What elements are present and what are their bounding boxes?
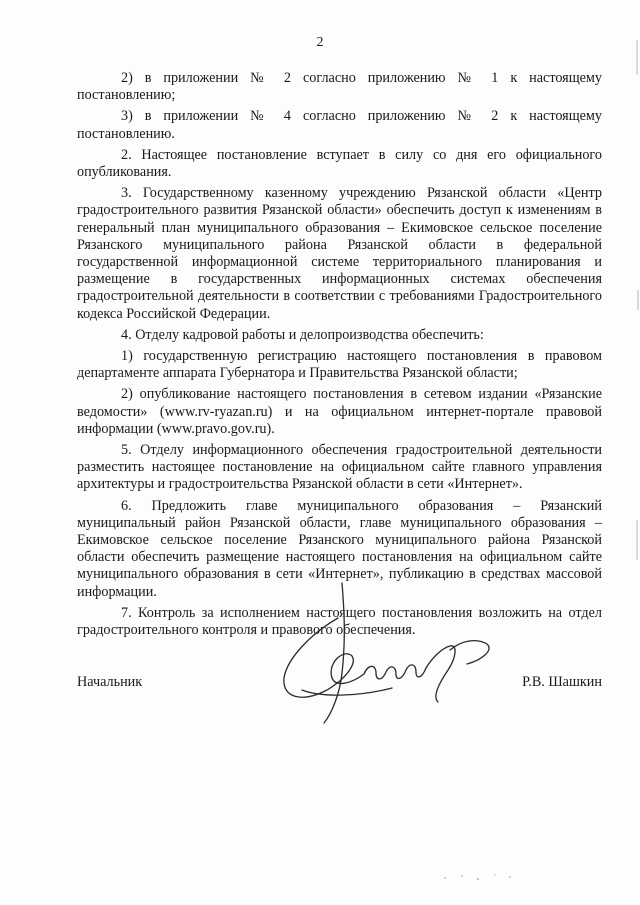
scan-edge-marks	[634, 0, 640, 905]
paragraph-4-2-publication: 2) опубликование настоящего постановления в сетевом издании «Рязанские ведомости» (www.rv-ryazan.ru) и на официальном интернет-портале правовой информации (www.pravo.gov.ru).	[77, 386, 602, 437]
signatory-name: Р.В. Шашкин	[522, 674, 602, 690]
signature-block	[77, 668, 602, 798]
paragraph-3-access-to-changes: 3. Государственному казенному учреждению Рязанской области «Центр градостроительного развития Рязанской области» обеспечить доступ к изменениям в генеральный план муниципального образования – Екимовское сельское поселение Рязанского муниципального района Рязанской области в федеральной государственной информационной системе территориального планирования и размещение в государственных информационных системах обеспечения градостроительной деятельности в соответствии с требованиями Градостроительного кодекса Российской Федерации.	[77, 185, 602, 322]
paragraph-5-info-department: 5. Отделу информационного обеспечения градостроительной деятельности разместить настоящее постановление на официальном сайте главного управления архитектуры и градостроительства Рязанской области в сети «Интернет».	[77, 442, 602, 493]
handwritten-signature	[272, 578, 502, 728]
paragraph-item-2-annex-2: 2) в приложении № 2 согласно приложению № 1 к настоящему постановлению;	[77, 70, 602, 104]
document-body	[77, 70, 602, 643]
paragraph-4-hr-department: 4. Отделу кадровой работы и делопроизводства обеспечить:	[121, 326, 484, 343]
paragraph-item-3-annex-4: 3) в приложении № 4 согласно приложению № 2 к настоящему постановлению.	[77, 108, 602, 142]
paragraph-2-effective-date: 2. Настоящее постановление вступает в силу со дня его официального опубликования.	[77, 146, 602, 181]
scan-specks	[440, 870, 530, 884]
paragraph-7-control: 7. Контроль за исполнением настоящего постановления возложить на отдел градостроительного контроля и правового обеспечения.	[77, 604, 602, 639]
page-number: 2	[316, 35, 324, 50]
paragraph-6-municipal-heads: 6. Предложить главе муниципального образования – Рязанский муниципальный район Рязанской области, главе муниципального образования – Екимовское сельское поселение Рязанского муниципального района Рязанской области обеспечить размещение настоящего постановления на официальном сайте муниципального образования в сети «Интернет», публикацию в средствах массовой информации.	[77, 497, 602, 600]
paragraph-4-1-registration: 1) государственную регистрацию настоящего постановления в правовом департаменте аппарата Губернатора и Правительства Рязанской области;	[77, 348, 602, 382]
signatory-title: Начальник	[77, 674, 143, 690]
